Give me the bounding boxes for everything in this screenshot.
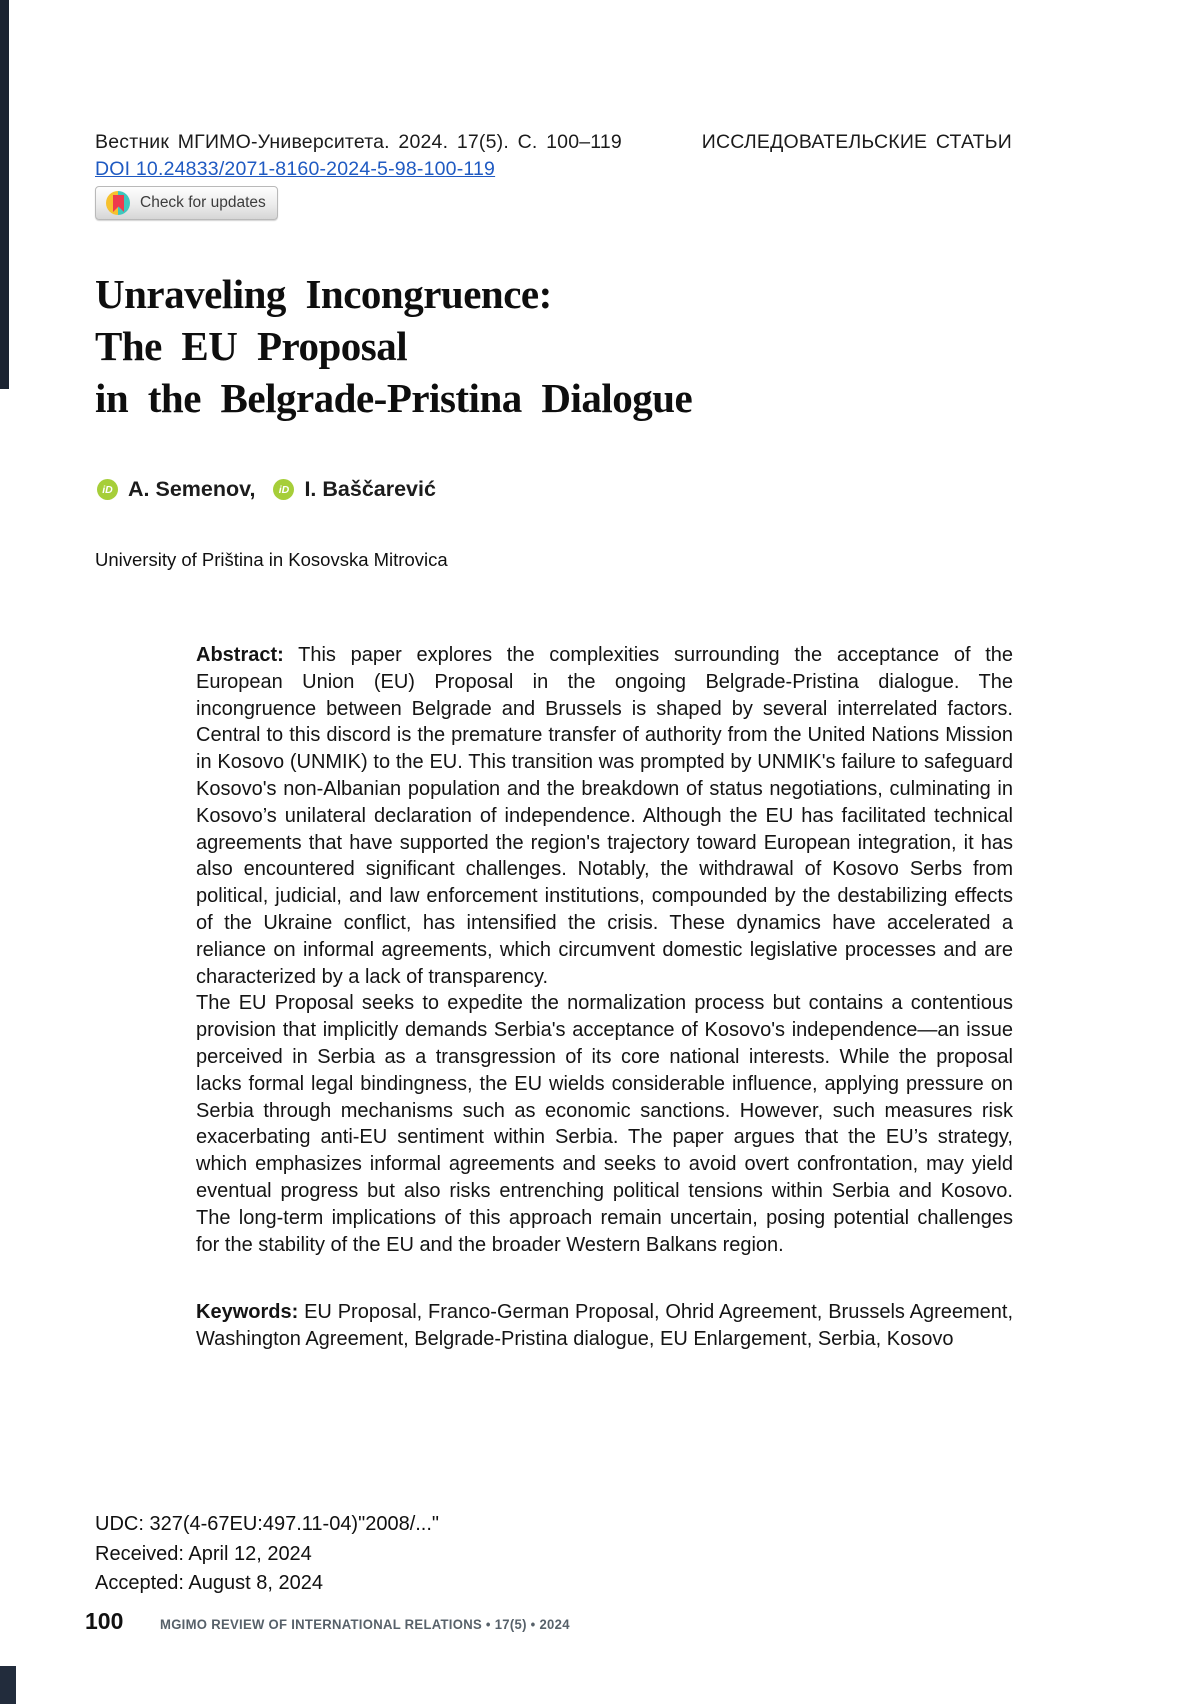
author-bascarevic <box>273 477 436 502</box>
abstract-paragraph-2: The EU Proposal seeks to expedite the normalization process but contains a contentious provision that implicitly demands Serbia's acceptance of Kosovo's independence—an issue perceived in Serbia as a transgression of its core national interests. While the proposal lacks formal legal bindingness, the EU wields considerable influence, applying pressure on Serbia through mechanisms such as economic sanctions. However, such measures risk exacerbating anti-EU sentiment within Serbia. The paper argues that the EU’s strategy, which emphasizes informal agreements and seeks to avoid overt confrontation, may yield eventual progress but also risks entrenching political tensions within Serbia and Kosovo. The long-term implications of this approach remain uncertain, posing potential challenges for the stability of the EU and the broader Western Balkans region. <box>196 992 1013 1256</box>
article-title-line-3: in the Belgrade-Pristina Dialogue <box>95 375 693 421</box>
crossmark-icon <box>106 191 130 215</box>
article-meta <box>95 1510 439 1599</box>
abstract-block <box>196 642 1013 1258</box>
abstract-label: Abstract: <box>196 644 284 666</box>
author-name: I. Baščarević <box>304 477 436 501</box>
page-footer <box>85 1608 583 1635</box>
author-semenov <box>97 477 255 502</box>
scan-edge-mark-top <box>0 0 9 389</box>
article-title-line-2: The EU Proposal <box>95 323 408 369</box>
author-name: A. Semenov, <box>128 477 256 501</box>
abstract-text-1: This paper explores the complexities surrounding the acceptance of the European Union (EU) Proposal in the ongoing Belgrade-Pristina dialogue. The incongruence between Belgrade and Brussels is shaped by several interrelated factors. Central to this discord is the premature transfer of authority from the United Nations Mission in Kosovo (UNMIK) to the EU. This transition was prompted by UNMIK's failure to safeguard Kosovo's non-Albanian population and the breakdown of status negotiations, culminating in Kosovo’s unilateral declaration of independence. Although the EU has facilitated technical agreements that have supported the region's trajectory toward European integration, it has also encountered significant challenges. Notably, the withdrawal of Kosovo Serbs from political, judicial, and law enforcement institutions, compounded by the destabilizing effects of the Ukraine conflict, has intensified the crisis. These dynamics have accelerated a reliance on informal agreements, which circumvent domestic legislative processes and are characterized by a lack of transparency. <box>196 644 1013 988</box>
doi-link[interactable]: DOI 10.24833/2071-8160-2024-5-98-100-119 <box>95 158 496 180</box>
keywords-block <box>196 1299 1013 1353</box>
keywords-label: Keywords: <box>196 1301 299 1323</box>
check-for-updates-label: Check for updates <box>140 194 266 211</box>
accepted-line: Accepted: August 8, 2024 <box>95 1572 323 1594</box>
running-title: MGIMO REVIEW OF INTERNATIONAL RELATIONS • 17(5) • 2024 <box>160 1617 571 1632</box>
abstract-paragraph-1 <box>196 642 1013 990</box>
affiliation: University of Priština in Kosovska Mitrovica <box>95 549 448 570</box>
journal-header <box>95 131 1012 154</box>
journal-citation: Вестник МГИМО-Университета. 2024. 17(5). С. 100–119 <box>95 131 622 153</box>
keywords-text: EU Proposal, Franco-German Proposal, Ohrid Agreement, Brussels Agreement, Washington Agreement, Belgrade-Pristina dialogue, EU Enlargement, Serbia, Kosovo <box>196 1301 1014 1350</box>
scan-edge-mark-bottom <box>0 1666 16 1704</box>
article-title <box>95 268 995 424</box>
orcid-icon[interactable]: iD <box>97 479 118 500</box>
page-number: 100 <box>85 1608 124 1634</box>
section-label: ИССЛЕДОВАТЕЛЬСКИЕ СТАТЬИ <box>701 131 1012 153</box>
udc-line: UDC: 327(4-67EU:497.11-04)"2008/..." <box>95 1513 440 1535</box>
check-for-updates-button[interactable] <box>95 186 278 220</box>
orcid-icon[interactable]: iD <box>273 479 294 500</box>
authors-row <box>97 477 436 502</box>
bookmark-icon <box>113 195 124 212</box>
received-line: Received: April 12, 2024 <box>95 1542 312 1565</box>
article-title-line-1: Unraveling Incongruence: <box>95 271 552 317</box>
